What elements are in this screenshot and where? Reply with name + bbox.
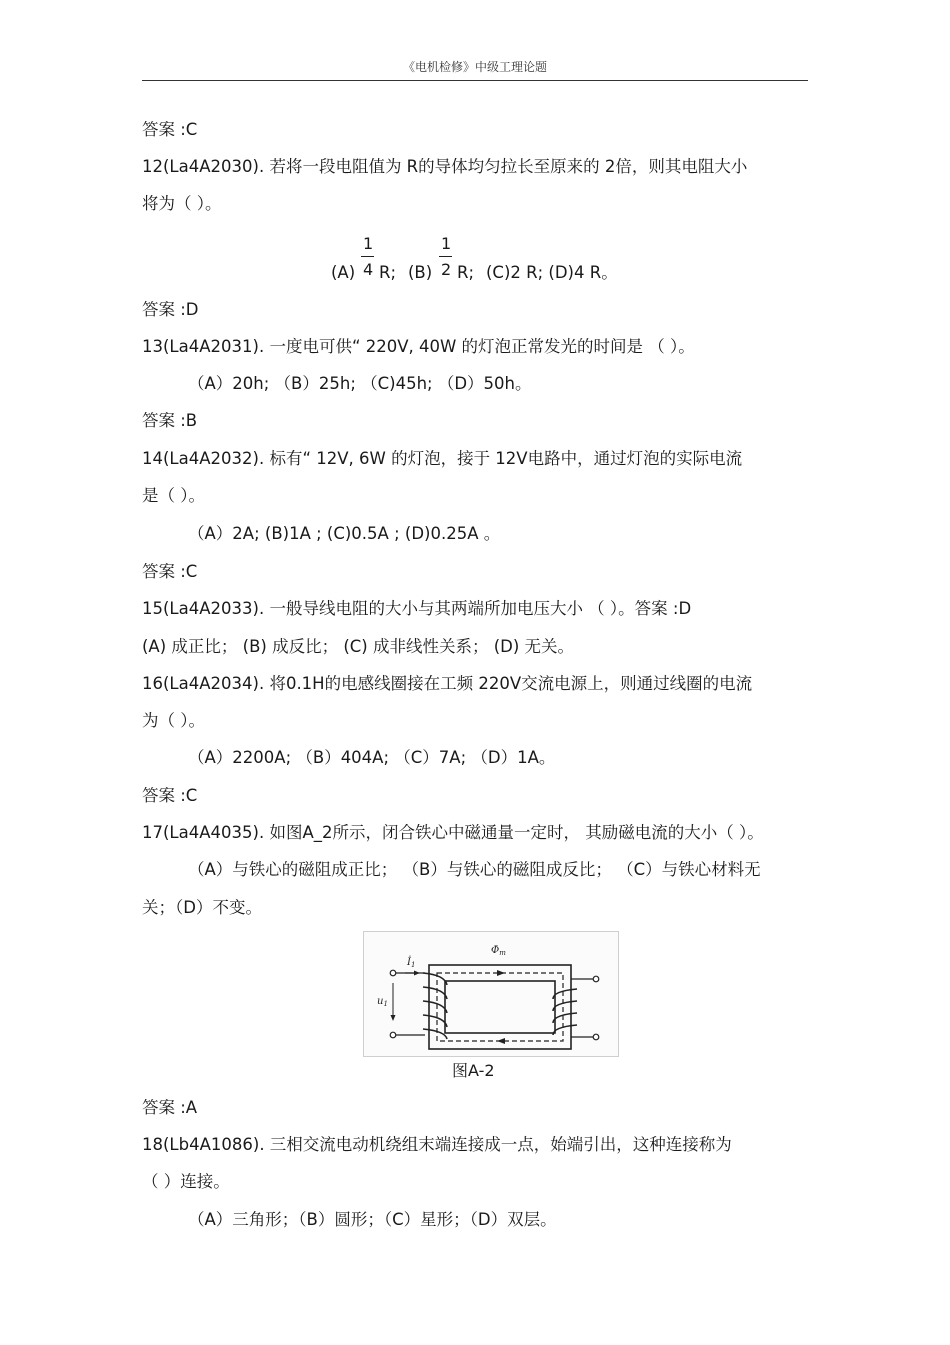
- question-18-text-cont: （ ）连接。: [142, 1172, 230, 1191]
- secondary-terminal-bottom: [593, 1034, 599, 1040]
- primary-terminal-bottom: [390, 1032, 396, 1038]
- label-flux: $\Phi̇_m$: [491, 945, 506, 957]
- question-17-options-cont: 关；（D）不变。: [142, 898, 262, 917]
- figure-caption: 图A-2: [452, 1061, 495, 1080]
- answer-11: 答案 :C: [142, 120, 198, 139]
- question-13-text: 13(La4A2031). 一度电可供“ 220V, 40W 的灯泡正常发光的时间是 （ ）。: [142, 337, 695, 356]
- question-15-options: (A) 成正比； (B) 成反比； (C) 成非线性关系； (D) 无关。: [142, 637, 575, 656]
- question-14-text-cont: 是（ ）。: [142, 486, 205, 505]
- answer-12: 答案 :D: [142, 300, 199, 319]
- fraction-a-bar: [361, 256, 374, 257]
- answer-17: 答案 :A: [142, 1098, 198, 1117]
- answer-14: 答案 :C: [142, 562, 198, 581]
- question-14-text: 14(La4A2032). 标有“ 12V, 6W 的灯泡，接于 12V电路中，通过灯泡的实际电流: [142, 449, 743, 468]
- fraction-b-numerator: 1: [441, 234, 452, 253]
- fraction-a-numerator: 1: [363, 234, 374, 253]
- question-16-options: （A）2200A; （B）404A; （C）7A; （D）1A。: [188, 748, 556, 767]
- option-a-prefix: (A): [331, 263, 356, 282]
- option-cd: (C)2 R; (D)4 R。: [486, 263, 618, 282]
- question-16-text: 16(La4A2034). 将0.1H的电感线圈接在工频 220V交流电源上，则通过线圈的电流: [142, 674, 753, 693]
- question-15-text: 15(La4A2033). 一般导线电阻的大小与其两端所加电压大小 （ ）。答案 :D: [142, 599, 692, 618]
- question-18-text: 18(Lb4A1086). 三相交流电动机绕组末端连接成一点，始端引出，这种连接称为: [142, 1135, 732, 1154]
- label-voltage: $u_1$: [377, 996, 388, 1008]
- question-13-options: （A）20h; （B）25h; （C)45h; （D）50h。: [188, 374, 532, 393]
- secondary-terminal-top: [593, 976, 599, 982]
- fraction-a-denominator: 4: [363, 260, 374, 279]
- question-16-text-cont: 为（ ）。: [142, 711, 205, 730]
- fraction-b-denominator: 2: [441, 260, 452, 279]
- option-b-prefix: (B): [408, 263, 433, 282]
- option-a-suffix: R;: [379, 263, 397, 282]
- question-17-text: 17(La4A4035). 如图A_2所示，闭合铁心中磁通量一定时， 其励磁电流的大小（ ）。: [142, 823, 764, 842]
- primary-terminal-top: [390, 970, 396, 976]
- figure-a2-core-diagram: [363, 931, 619, 1057]
- question-12-text: 12(La4A2030). 若将一段电阻值为 R的导体均匀拉长至原来的 2倍，则其电阻大小: [142, 157, 748, 176]
- question-18-options: （A）三角形；（B）圆形；（C）星形；（D）双层。: [188, 1210, 557, 1229]
- question-17-options: （A）与铁心的磁阻成正比； （B）与铁心的磁阻成反比； （C）与铁心材料无: [188, 860, 761, 879]
- label-current: $İ_1$: [407, 957, 416, 969]
- question-14-options: （A）2A; (B)1A ; (C)0.5A ; (D)0.25A 。: [188, 524, 501, 543]
- answer-16: 答案 :C: [142, 786, 198, 805]
- question-12-text-cont: 将为（ ）。: [142, 194, 222, 213]
- answer-13: 答案 :B: [142, 411, 198, 430]
- fraction-b-bar: [439, 256, 452, 257]
- page-header: 《电机检修》中级工理论题: [142, 56, 808, 81]
- option-b-suffix: R;: [457, 263, 475, 282]
